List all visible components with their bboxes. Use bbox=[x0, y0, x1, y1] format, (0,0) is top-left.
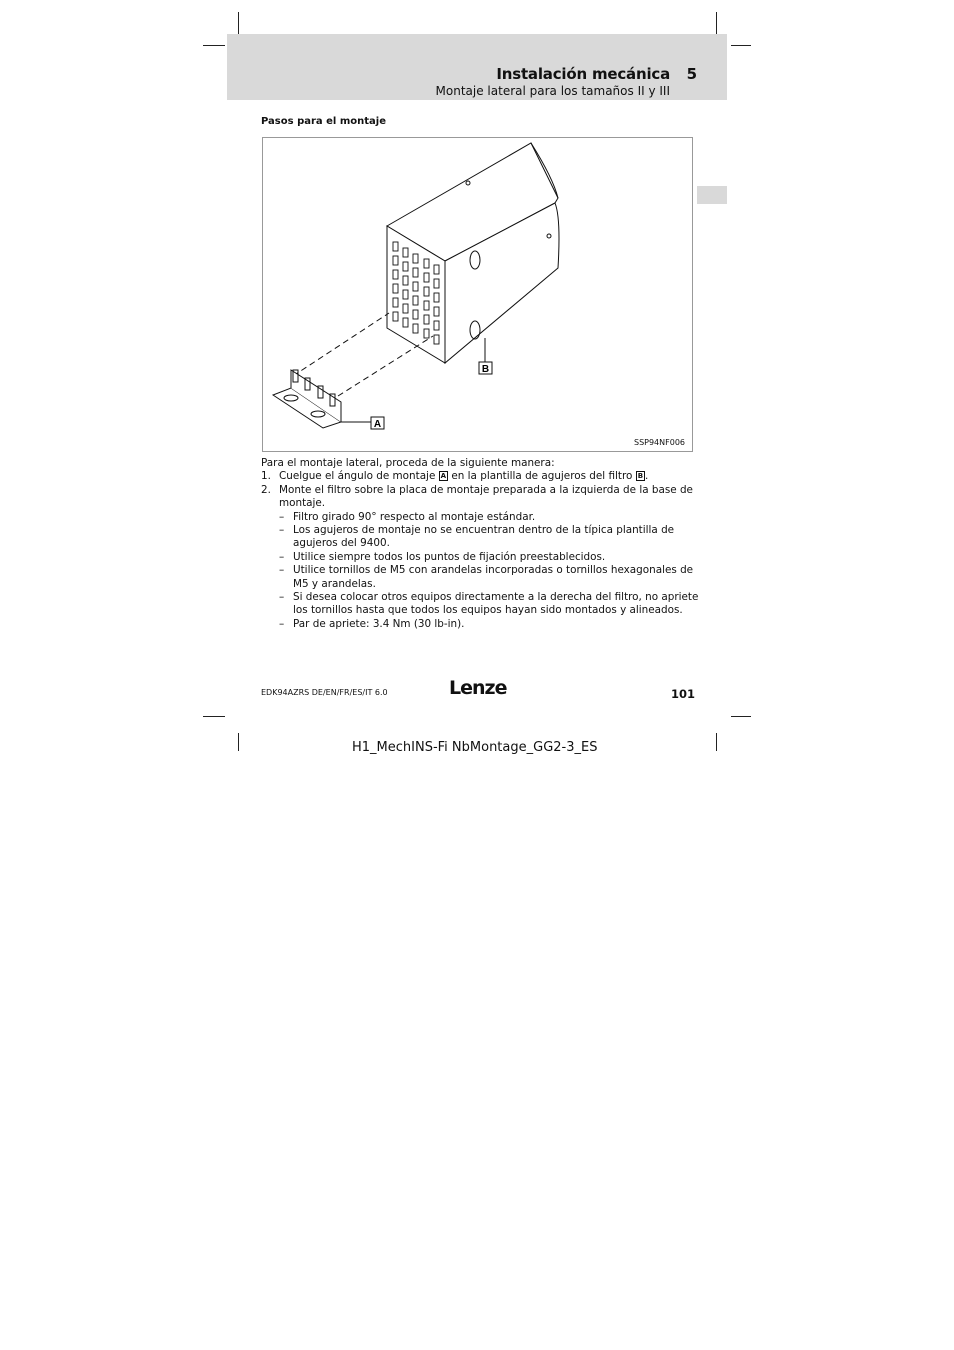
chapter-number: 5 bbox=[686, 65, 697, 83]
crop-mark bbox=[238, 12, 239, 34]
file-caption: H1_MechINS-Fi NbMontage_GG2-3_ES bbox=[352, 740, 598, 755]
dash: – bbox=[279, 617, 285, 630]
crop-mark bbox=[716, 12, 717, 34]
figure-label-b-text: B bbox=[481, 364, 490, 375]
crop-mark bbox=[203, 45, 225, 46]
dash: – bbox=[279, 564, 285, 577]
dash: – bbox=[279, 510, 285, 523]
list-item-text: Filtro girado 90° respecto al montaje estándar. bbox=[293, 510, 536, 523]
step-1-text-after: . bbox=[645, 470, 649, 483]
step-1-number: 1. bbox=[261, 470, 271, 483]
figure-label-a bbox=[371, 417, 384, 430]
ref-label-b: B bbox=[637, 472, 644, 481]
list-item bbox=[261, 564, 701, 591]
ref-label-a: A bbox=[440, 472, 447, 481]
step-1-text-before: Cuelgue el ángulo de montaje bbox=[279, 470, 436, 483]
figure-label-b bbox=[479, 362, 492, 375]
list-item-text: Utilice siempre todos los puntos de fijación preestablecidos. bbox=[293, 550, 606, 563]
dash: – bbox=[279, 591, 285, 604]
step-2-bullets bbox=[261, 511, 701, 632]
step-1-text-middle: en la plantilla de agujeros del filtro bbox=[451, 470, 633, 483]
step-2-number: 2. bbox=[261, 483, 271, 496]
list-item bbox=[261, 591, 701, 618]
figure-label-a-text: A bbox=[373, 419, 382, 430]
document-id: EDK94AZRS DE/EN/FR/ES/IT 6.0 bbox=[261, 688, 388, 697]
list-item-text: Si desea colocar otros equipos directamente a la derecha del filtro, no apriete los tornillos hasta que todos los equipos hayan sido montados y alineados. bbox=[293, 591, 699, 617]
section-heading: Pasos para el montaje bbox=[261, 116, 386, 127]
step-1 bbox=[261, 470, 701, 483]
page-number: 101 bbox=[671, 687, 696, 701]
crop-mark bbox=[716, 733, 717, 751]
dash: – bbox=[279, 550, 285, 563]
list-item bbox=[261, 511, 701, 524]
step-2-text: Monte el filtro sobre la placa de montaje preparada a la izquierda de la base de montaje. bbox=[279, 483, 693, 510]
list-item bbox=[261, 618, 701, 631]
intro-text: Para el montaje lateral, proceda de la siguiente manera: bbox=[261, 457, 555, 469]
dash: – bbox=[279, 524, 285, 537]
list-item-text: Los agujeros de montaje no se encuentran dentro de la típica plantilla de agujeros del 9400. bbox=[293, 524, 675, 550]
crop-mark bbox=[203, 716, 225, 717]
chapter-title: Instalación mecánica bbox=[496, 65, 670, 83]
step-2 bbox=[261, 484, 701, 511]
mounting-figure bbox=[262, 137, 693, 452]
chapter-header bbox=[227, 34, 727, 100]
crop-mark bbox=[238, 733, 239, 751]
list-item bbox=[261, 551, 701, 564]
crop-mark bbox=[731, 716, 751, 717]
list-item-text: Utilice tornillos de M5 con arandelas incorporadas o tornillos hexagonales de M5 y arandelas. bbox=[293, 564, 694, 590]
lenze-logo: Lenze bbox=[449, 677, 507, 699]
figure-code: SSP94NF006 bbox=[633, 438, 685, 447]
instructions bbox=[261, 457, 701, 631]
chapter-side-tab bbox=[697, 186, 727, 204]
filter-mounting-illustration bbox=[263, 138, 694, 453]
chapter-subtitle: Montaje lateral para los tamaños II y III bbox=[435, 84, 670, 98]
crop-mark bbox=[731, 45, 751, 46]
list-item-text: Par de apriete: 3.4 Nm (30 lb-in). bbox=[293, 617, 465, 630]
list-item bbox=[261, 524, 701, 551]
